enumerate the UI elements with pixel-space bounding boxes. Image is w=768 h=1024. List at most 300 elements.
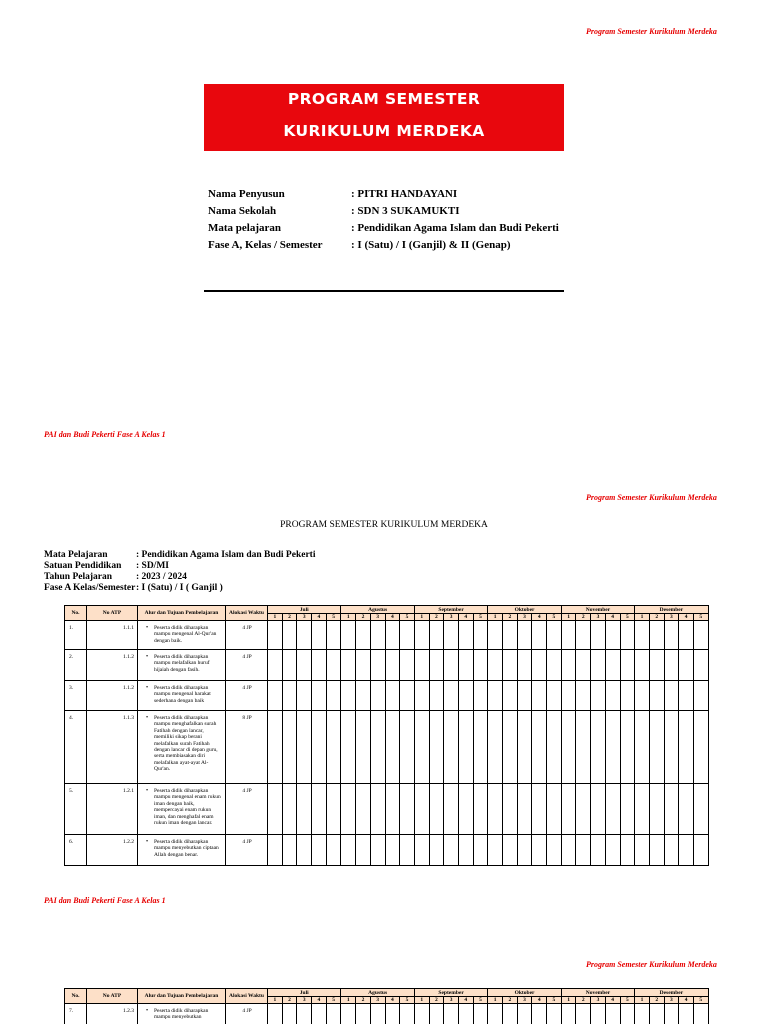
week-cell[interactable] bbox=[458, 711, 473, 784]
row-learning-objective bbox=[138, 621, 226, 650]
info-value: : Pendidikan Agama Islam dan Budi Pekerti bbox=[351, 222, 559, 234]
col-header-alokasi: Alokasi Waktu bbox=[226, 989, 268, 1004]
week-cell[interactable] bbox=[561, 1004, 576, 1024]
info-label: Mata pelajaran bbox=[208, 222, 282, 234]
week-cell[interactable] bbox=[341, 835, 356, 866]
week-cell[interactable] bbox=[635, 784, 650, 835]
week-cell[interactable] bbox=[385, 650, 400, 681]
week-header: 4 bbox=[312, 997, 327, 1004]
week-cell[interactable] bbox=[282, 650, 297, 681]
week-cell[interactable] bbox=[429, 621, 444, 650]
week-cell[interactable] bbox=[679, 650, 694, 681]
week-cell[interactable] bbox=[429, 784, 444, 835]
week-cell[interactable] bbox=[635, 835, 650, 866]
week-cell[interactable] bbox=[400, 835, 415, 866]
week-cell[interactable] bbox=[444, 681, 459, 711]
week-cell[interactable] bbox=[414, 1004, 429, 1024]
week-cell[interactable] bbox=[635, 621, 650, 650]
week-cell[interactable] bbox=[649, 621, 664, 650]
week-cell[interactable] bbox=[473, 711, 488, 784]
week-cell[interactable] bbox=[517, 1004, 532, 1024]
objective-bullet: • Peserta didik diharapkan mampu menyebutkan ciptaan Allah dengan benar. bbox=[146, 839, 222, 858]
week-cell[interactable] bbox=[635, 650, 650, 681]
week-cell[interactable] bbox=[620, 784, 635, 835]
cover-title-line1: PROGRAM SEMESTER bbox=[287, 90, 481, 108]
row-time-allocation: 4 JP bbox=[226, 784, 268, 835]
week-cell[interactable] bbox=[414, 711, 429, 784]
week-cell[interactable] bbox=[326, 1004, 341, 1024]
week-cell[interactable] bbox=[282, 784, 297, 835]
page-footer-note: PAI dan Budi Pekerti Fase A Kelas 1 bbox=[44, 896, 166, 905]
row-number: 2. bbox=[65, 650, 87, 681]
row-time-allocation: 8 JP bbox=[226, 711, 268, 784]
week-cell[interactable] bbox=[561, 621, 576, 650]
week-cell[interactable] bbox=[458, 650, 473, 681]
week-cell[interactable] bbox=[414, 650, 429, 681]
week-cell[interactable] bbox=[312, 835, 327, 866]
row-atp-code: 1.1.1 bbox=[87, 621, 138, 650]
week-header: 3 bbox=[517, 614, 532, 621]
week-cell[interactable] bbox=[488, 650, 503, 681]
week-cell[interactable] bbox=[679, 835, 694, 866]
week-cell[interactable] bbox=[547, 621, 562, 650]
week-cell[interactable] bbox=[561, 784, 576, 835]
week-cell[interactable] bbox=[576, 711, 591, 784]
semester-program-table bbox=[64, 605, 709, 866]
week-cell[interactable] bbox=[282, 621, 297, 650]
week-cell[interactable] bbox=[517, 681, 532, 711]
week-cell[interactable] bbox=[503, 621, 518, 650]
week-header: 4 bbox=[605, 614, 620, 621]
week-cell[interactable] bbox=[414, 835, 429, 866]
week-header: 2 bbox=[429, 614, 444, 621]
week-cell[interactable] bbox=[532, 1004, 547, 1024]
week-cell[interactable] bbox=[370, 835, 385, 866]
week-cell[interactable] bbox=[561, 681, 576, 711]
cover-title-line2: KURIKULUM MERDEKA bbox=[283, 122, 485, 140]
week-header: 1 bbox=[635, 614, 650, 621]
week-cell[interactable] bbox=[444, 621, 459, 650]
week-cell[interactable] bbox=[341, 621, 356, 650]
objective-bullet: • Peserta didik diharapkan mampu mengenal enam rukun iman dengan baik, mempercayai enam rukun iman, dan menghafal enam rukun iman dengan lancar. bbox=[146, 788, 222, 826]
week-cell[interactable] bbox=[591, 650, 606, 681]
week-cell[interactable] bbox=[591, 1004, 606, 1024]
week-cell[interactable] bbox=[488, 1004, 503, 1024]
week-cell[interactable] bbox=[458, 784, 473, 835]
week-cell[interactable] bbox=[312, 784, 327, 835]
week-cell[interactable] bbox=[385, 711, 400, 784]
week-cell[interactable] bbox=[576, 681, 591, 711]
week-cell[interactable] bbox=[605, 1004, 620, 1024]
week-cell[interactable] bbox=[517, 650, 532, 681]
week-cell[interactable] bbox=[341, 784, 356, 835]
objective-bullet: • Peserta didik diharapkan mampu mengenal Al-Qur'an dengan baik. bbox=[146, 625, 222, 644]
week-cell[interactable] bbox=[679, 1004, 694, 1024]
month-header: Desember bbox=[635, 606, 708, 614]
week-header: 5 bbox=[326, 614, 341, 621]
header-row-months bbox=[65, 606, 709, 614]
page-footer-note: PAI dan Budi Pekerti Fase A Kelas 1 bbox=[44, 430, 166, 439]
week-cell[interactable] bbox=[429, 650, 444, 681]
month-header: Agustus bbox=[341, 989, 414, 997]
week-cell[interactable] bbox=[620, 835, 635, 866]
week-header: 5 bbox=[473, 997, 488, 1004]
week-cell[interactable] bbox=[635, 1004, 650, 1024]
week-cell[interactable] bbox=[488, 711, 503, 784]
info-value: : I (Satu) / I (Ganjil) & II (Genap) bbox=[351, 239, 511, 251]
week-cell[interactable] bbox=[444, 1004, 459, 1024]
week-cell[interactable] bbox=[664, 681, 679, 711]
week-header: 5 bbox=[473, 614, 488, 621]
week-cell[interactable] bbox=[385, 1004, 400, 1024]
row-time-allocation: 4 JP bbox=[226, 835, 268, 866]
week-cell[interactable] bbox=[385, 621, 400, 650]
week-cell[interactable] bbox=[693, 711, 708, 784]
week-cell[interactable] bbox=[341, 1004, 356, 1024]
header-row-months bbox=[65, 989, 709, 997]
row-atp-code: 1.2.2 bbox=[87, 835, 138, 866]
week-cell[interactable] bbox=[458, 621, 473, 650]
month-header: September bbox=[414, 606, 487, 614]
week-cell[interactable] bbox=[297, 835, 312, 866]
week-header: 2 bbox=[576, 997, 591, 1004]
week-cell[interactable] bbox=[268, 621, 283, 650]
week-cell[interactable] bbox=[414, 784, 429, 835]
week-cell[interactable] bbox=[679, 621, 694, 650]
week-header: 1 bbox=[341, 614, 356, 621]
week-header: 2 bbox=[356, 997, 371, 1004]
week-cell[interactable] bbox=[503, 784, 518, 835]
week-cell[interactable] bbox=[649, 650, 664, 681]
col-header-atp: No ATP bbox=[87, 989, 138, 1004]
week-cell[interactable] bbox=[356, 711, 371, 784]
week-cell[interactable] bbox=[693, 621, 708, 650]
table-row bbox=[65, 650, 709, 681]
week-header: 3 bbox=[297, 997, 312, 1004]
week-cell[interactable] bbox=[693, 835, 708, 866]
week-cell[interactable] bbox=[532, 784, 547, 835]
week-cell[interactable] bbox=[635, 711, 650, 784]
week-cell[interactable] bbox=[356, 621, 371, 650]
week-cell[interactable] bbox=[282, 1004, 297, 1024]
week-cell[interactable] bbox=[561, 835, 576, 866]
week-cell[interactable] bbox=[620, 1004, 635, 1024]
week-cell[interactable] bbox=[605, 784, 620, 835]
week-cell[interactable] bbox=[444, 784, 459, 835]
week-cell[interactable] bbox=[649, 1004, 664, 1024]
week-cell[interactable] bbox=[517, 621, 532, 650]
week-cell[interactable] bbox=[517, 784, 532, 835]
week-cell[interactable] bbox=[370, 1004, 385, 1024]
week-cell[interactable] bbox=[503, 681, 518, 711]
week-cell[interactable] bbox=[649, 681, 664, 711]
week-cell[interactable] bbox=[326, 711, 341, 784]
week-cell[interactable] bbox=[517, 711, 532, 784]
week-cell[interactable] bbox=[576, 621, 591, 650]
week-header: 1 bbox=[268, 614, 283, 621]
week-header: 4 bbox=[312, 614, 327, 621]
week-cell[interactable] bbox=[385, 835, 400, 866]
week-header: 1 bbox=[635, 997, 650, 1004]
week-cell[interactable] bbox=[400, 711, 415, 784]
week-cell[interactable] bbox=[473, 835, 488, 866]
week-cell[interactable] bbox=[576, 835, 591, 866]
week-cell[interactable] bbox=[297, 650, 312, 681]
week-cell[interactable] bbox=[385, 784, 400, 835]
week-header: 1 bbox=[561, 997, 576, 1004]
week-cell[interactable] bbox=[576, 650, 591, 681]
week-cell[interactable] bbox=[312, 711, 327, 784]
week-cell[interactable] bbox=[326, 621, 341, 650]
info-value: : 2023 / 2024 bbox=[136, 572, 187, 582]
week-cell[interactable] bbox=[547, 711, 562, 784]
week-cell[interactable] bbox=[268, 650, 283, 681]
week-cell[interactable] bbox=[370, 681, 385, 711]
week-cell[interactable] bbox=[312, 681, 327, 711]
row-learning-objective bbox=[138, 711, 226, 784]
week-cell[interactable] bbox=[282, 711, 297, 784]
objective-bullet: • Peserta didik diharapkan mampu menyebutkan bbox=[146, 1008, 222, 1021]
week-cell[interactable] bbox=[326, 650, 341, 681]
row-number: 4. bbox=[65, 711, 87, 784]
week-cell[interactable] bbox=[693, 681, 708, 711]
week-cell[interactable] bbox=[370, 711, 385, 784]
row-atp-code: 1.2.3 bbox=[87, 1004, 138, 1024]
table-row bbox=[65, 1004, 709, 1024]
week-cell[interactable] bbox=[341, 650, 356, 681]
week-cell[interactable] bbox=[488, 784, 503, 835]
week-header: 4 bbox=[458, 997, 473, 1004]
week-cell[interactable] bbox=[532, 621, 547, 650]
week-cell[interactable] bbox=[664, 621, 679, 650]
week-cell[interactable] bbox=[591, 621, 606, 650]
week-cell[interactable] bbox=[561, 650, 576, 681]
week-cell[interactable] bbox=[693, 1004, 708, 1024]
week-cell[interactable] bbox=[414, 621, 429, 650]
week-cell[interactable] bbox=[576, 784, 591, 835]
week-header: 3 bbox=[664, 997, 679, 1004]
month-header: September bbox=[414, 989, 487, 997]
week-cell[interactable] bbox=[620, 650, 635, 681]
week-cell[interactable] bbox=[605, 621, 620, 650]
week-cell[interactable] bbox=[649, 711, 664, 784]
week-cell[interactable] bbox=[473, 1004, 488, 1024]
week-header: 2 bbox=[282, 614, 297, 621]
week-cell[interactable] bbox=[620, 621, 635, 650]
week-cell[interactable] bbox=[458, 835, 473, 866]
row-time-allocation: 4 JP bbox=[226, 681, 268, 711]
week-cell[interactable] bbox=[268, 711, 283, 784]
week-cell[interactable] bbox=[693, 650, 708, 681]
week-cell[interactable] bbox=[473, 681, 488, 711]
week-cell[interactable] bbox=[400, 621, 415, 650]
week-cell[interactable] bbox=[635, 681, 650, 711]
week-cell[interactable] bbox=[605, 681, 620, 711]
week-cell[interactable] bbox=[312, 1004, 327, 1024]
week-header: 4 bbox=[532, 614, 547, 621]
week-cell[interactable] bbox=[429, 1004, 444, 1024]
week-cell[interactable] bbox=[268, 784, 283, 835]
week-header: 2 bbox=[649, 997, 664, 1004]
week-cell[interactable] bbox=[268, 681, 283, 711]
week-header: 5 bbox=[693, 614, 708, 621]
week-cell[interactable] bbox=[547, 835, 562, 866]
week-header: 1 bbox=[341, 997, 356, 1004]
week-cell[interactable] bbox=[444, 835, 459, 866]
week-cell[interactable] bbox=[326, 835, 341, 866]
info-value: : Pendidikan Agama Islam dan Budi Pekerti bbox=[136, 550, 316, 560]
cover-divider bbox=[204, 290, 564, 292]
objective-bullet: • Peserta didik diharapkan mampu melafalkan huruf hijaiah dengan fasih. bbox=[146, 654, 222, 673]
week-cell[interactable] bbox=[591, 711, 606, 784]
week-cell[interactable] bbox=[400, 784, 415, 835]
week-cell[interactable] bbox=[356, 650, 371, 681]
week-cell[interactable] bbox=[488, 835, 503, 866]
week-cell[interactable] bbox=[429, 681, 444, 711]
week-cell[interactable] bbox=[385, 681, 400, 711]
week-cell[interactable] bbox=[370, 650, 385, 681]
week-cell[interactable] bbox=[429, 711, 444, 784]
week-cell[interactable] bbox=[429, 835, 444, 866]
week-cell[interactable] bbox=[591, 784, 606, 835]
week-cell[interactable] bbox=[605, 711, 620, 784]
week-cell[interactable] bbox=[547, 1004, 562, 1024]
week-cell[interactable] bbox=[312, 621, 327, 650]
week-cell[interactable] bbox=[532, 681, 547, 711]
week-cell[interactable] bbox=[341, 711, 356, 784]
week-cell[interactable] bbox=[341, 681, 356, 711]
row-learning-objective bbox=[138, 650, 226, 681]
week-header: 3 bbox=[444, 997, 459, 1004]
week-cell[interactable] bbox=[473, 784, 488, 835]
table-row bbox=[65, 835, 709, 866]
week-header: 1 bbox=[414, 997, 429, 1004]
page-header-note: Program Semester Kurikulum Merdeka bbox=[586, 493, 717, 502]
week-cell[interactable] bbox=[503, 711, 518, 784]
row-atp-code: 1.1.2 bbox=[87, 650, 138, 681]
week-cell[interactable] bbox=[591, 681, 606, 711]
week-cell[interactable] bbox=[547, 784, 562, 835]
week-cell[interactable] bbox=[444, 711, 459, 784]
week-cell[interactable] bbox=[282, 835, 297, 866]
week-cell[interactable] bbox=[532, 835, 547, 866]
week-cell[interactable] bbox=[297, 711, 312, 784]
week-cell[interactable] bbox=[356, 784, 371, 835]
info-label: Tahun Pelajaran bbox=[44, 572, 113, 582]
week-cell[interactable] bbox=[356, 835, 371, 866]
info-label: Satuan Pendidikan bbox=[44, 561, 122, 571]
week-cell[interactable] bbox=[400, 681, 415, 711]
week-cell[interactable] bbox=[297, 681, 312, 711]
week-header: 4 bbox=[532, 997, 547, 1004]
week-cell[interactable] bbox=[488, 681, 503, 711]
week-cell[interactable] bbox=[517, 835, 532, 866]
week-cell[interactable] bbox=[532, 711, 547, 784]
week-cell[interactable] bbox=[649, 784, 664, 835]
week-cell[interactable] bbox=[679, 784, 694, 835]
week-cell[interactable] bbox=[473, 621, 488, 650]
table-body bbox=[65, 621, 709, 866]
week-cell[interactable] bbox=[356, 681, 371, 711]
week-cell[interactable] bbox=[458, 1004, 473, 1024]
week-header: 5 bbox=[693, 997, 708, 1004]
week-cell[interactable] bbox=[297, 621, 312, 650]
week-cell[interactable] bbox=[400, 1004, 415, 1024]
week-cell[interactable] bbox=[268, 1004, 283, 1024]
week-cell[interactable] bbox=[370, 621, 385, 650]
week-cell[interactable] bbox=[444, 650, 459, 681]
week-cell[interactable] bbox=[356, 1004, 371, 1024]
week-cell[interactable] bbox=[326, 681, 341, 711]
month-header: Agustus bbox=[341, 606, 414, 614]
col-header-atp: No ATP bbox=[87, 606, 138, 621]
page-title: PROGRAM SEMESTER KURIKULUM MERDEKA bbox=[280, 520, 488, 530]
week-cell[interactable] bbox=[664, 835, 679, 866]
week-cell[interactable] bbox=[458, 681, 473, 711]
week-cell[interactable] bbox=[326, 784, 341, 835]
week-cell[interactable] bbox=[312, 650, 327, 681]
week-cell[interactable] bbox=[664, 1004, 679, 1024]
week-cell[interactable] bbox=[664, 711, 679, 784]
week-cell[interactable] bbox=[503, 650, 518, 681]
row-learning-objective bbox=[138, 681, 226, 711]
info-label: Fase A, Kelas / Semester bbox=[208, 239, 323, 251]
week-header: 1 bbox=[414, 614, 429, 621]
row-time-allocation: 4 JP bbox=[226, 650, 268, 681]
week-cell[interactable] bbox=[664, 650, 679, 681]
week-cell[interactable] bbox=[268, 835, 283, 866]
col-header-no: No. bbox=[65, 606, 87, 621]
info-label: Fase A Kelas/Semester bbox=[44, 583, 136, 593]
row-number: 6. bbox=[65, 835, 87, 866]
week-cell[interactable] bbox=[414, 681, 429, 711]
month-header: Desember bbox=[635, 989, 708, 997]
week-cell[interactable] bbox=[679, 711, 694, 784]
week-cell[interactable] bbox=[679, 681, 694, 711]
week-cell[interactable] bbox=[488, 621, 503, 650]
week-cell[interactable] bbox=[503, 835, 518, 866]
week-cell[interactable] bbox=[473, 650, 488, 681]
week-cell[interactable] bbox=[649, 835, 664, 866]
week-cell[interactable] bbox=[282, 681, 297, 711]
week-cell[interactable] bbox=[605, 650, 620, 681]
row-learning-objective bbox=[138, 1004, 226, 1024]
week-cell[interactable] bbox=[664, 784, 679, 835]
week-cell[interactable] bbox=[576, 1004, 591, 1024]
week-cell[interactable] bbox=[620, 711, 635, 784]
week-cell[interactable] bbox=[532, 650, 547, 681]
week-header: 5 bbox=[547, 997, 562, 1004]
week-cell[interactable] bbox=[400, 650, 415, 681]
objective-bullet: • Peserta didik diharapkan mampu menghafalkan surah Fatihah dengan lancar, memiliki sikap berani melafalkan surah Fatihah dengan lancar di depan guru, serta membiasakan diri melafalkan ayat-ayat Al-Qur'an. bbox=[146, 715, 222, 773]
week-cell[interactable] bbox=[591, 835, 606, 866]
week-cell[interactable] bbox=[620, 681, 635, 711]
week-header: 5 bbox=[620, 997, 635, 1004]
week-cell[interactable] bbox=[547, 681, 562, 711]
info-label: Mata Pelajaran bbox=[44, 550, 108, 560]
month-header: Juli bbox=[268, 606, 341, 614]
week-cell[interactable] bbox=[547, 650, 562, 681]
week-cell[interactable] bbox=[605, 835, 620, 866]
week-cell[interactable] bbox=[370, 784, 385, 835]
week-header: 3 bbox=[591, 614, 606, 621]
week-cell[interactable] bbox=[693, 784, 708, 835]
week-cell[interactable] bbox=[561, 711, 576, 784]
week-cell[interactable] bbox=[297, 1004, 312, 1024]
week-cell[interactable] bbox=[503, 1004, 518, 1024]
week-cell[interactable] bbox=[297, 784, 312, 835]
week-header: 4 bbox=[679, 997, 694, 1004]
